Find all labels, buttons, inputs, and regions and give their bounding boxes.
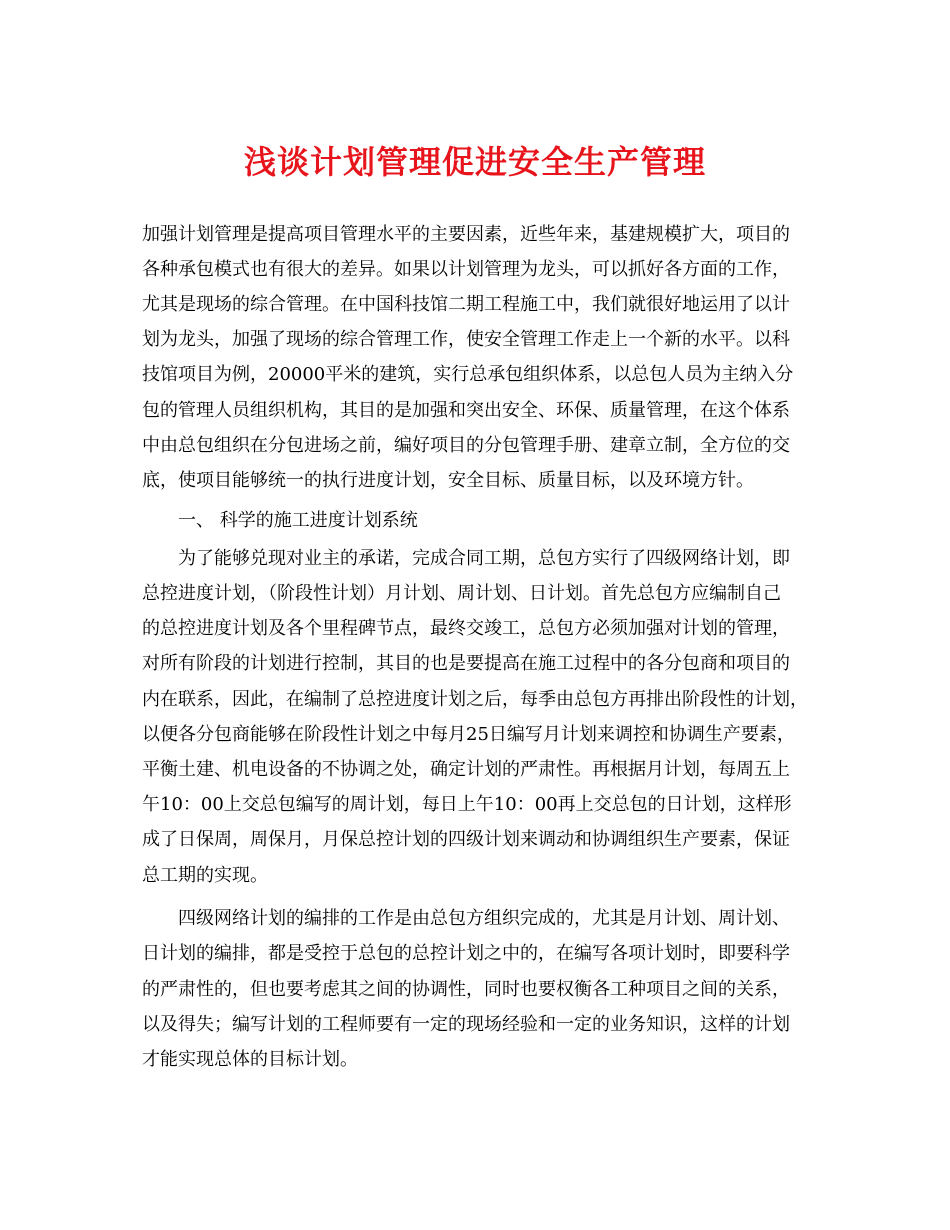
body-line: 各种承包模式也有很大的差异。如果以计划管理为龙头，可以抓好各方面的工作， xyxy=(142,259,790,280)
document-title: 浅谈计划管理促进安全生产管理 xyxy=(243,143,706,181)
body-line: 以及得失；编写计划的工程师要有一定的现场经验和一定的业务知识，这样的计划 xyxy=(142,1014,790,1035)
body-line: 以便各分包商能够在阶段性计划之中每月25日编写月计划来调控和协调生产要素， xyxy=(142,724,795,745)
body-line: 成了日保周，周保月，月保总控计划的四级计划来调动和协调组织生产要素，保证 xyxy=(142,829,790,850)
section-heading: 一、 科学的施工进度计划系统 xyxy=(178,510,418,531)
body-line: 的严肃性的，但也要考虑其之间的协调性，同时也要权衡各工种项目之间的关系， xyxy=(142,979,790,1000)
body-line: 加强计划管理是提高项目管理水平的主要因素，近些年来，基建规模扩大，项目的 xyxy=(142,224,790,245)
body-line: 中由总包组织在分包进场之前，编好项目的分包管理手册、建章立制，全方位的交 xyxy=(142,435,790,456)
body-line: 内在联系，因此，在编制了总控进度计划之后，每季由总包方再排出阶段性的计划， xyxy=(142,689,808,710)
body-line: 技馆项目为例，20000平米的建筑，实行总承包组织体系，以总包人员为主纳入分 xyxy=(142,364,794,385)
body-line: 才能实现总体的目标计划。 xyxy=(142,1049,358,1070)
body-line: 包的管理人员组织机构，其目的是加强和突出安全、环保、质量管理，在这个体系 xyxy=(142,400,790,421)
body-line: 平衡土建、机电设备的不协调之处，确定计划的严肃性。再根据月计划，每周五上 xyxy=(142,759,790,780)
body-line: 为了能够兑现对业主的承诺，完成合同工期，总包方实行了四级网络计划，即 xyxy=(178,548,790,569)
body-line: 的总控进度计划及各个里程碑节点，最终交竣工，总包方必须加强对计划的管理， xyxy=(142,618,790,639)
body-line: 日计划的编排，都是受控于总包的总控计划之中的，在编写各项计划时，即要科学 xyxy=(142,943,790,964)
body-line: 尤其是现场的综合管理。在中国科技馆二期工程施工中，我们就很好地运用了以计 xyxy=(142,294,790,315)
body-line: 底，使项目能够统一的执行进度计划，安全目标、质量目标，以及环境方针。 xyxy=(142,470,754,491)
body-line: 总工期的实现。 xyxy=(142,865,268,886)
body-line: 对所有阶段的计划进行控制，其目的也是要提高在施工过程中的各分包商和项目的 xyxy=(142,653,790,674)
body-line: 划为龙头，加强了现场的综合管理工作，使安全管理工作走上一个新的水平。以科 xyxy=(142,329,790,350)
body-line: 午10：00上交总包编写的周计划，每日上午10：00再上交总包的日计划，这样形 xyxy=(142,794,792,815)
body-line: 总控进度计划，（阶段性计划）月计划、周计划、日计划。首先总包方应编制自己 xyxy=(142,583,781,604)
body-line: 四级网络计划的编排的工作是由总包方组织完成的，尤其是月计划、周计划、 xyxy=(178,908,790,929)
